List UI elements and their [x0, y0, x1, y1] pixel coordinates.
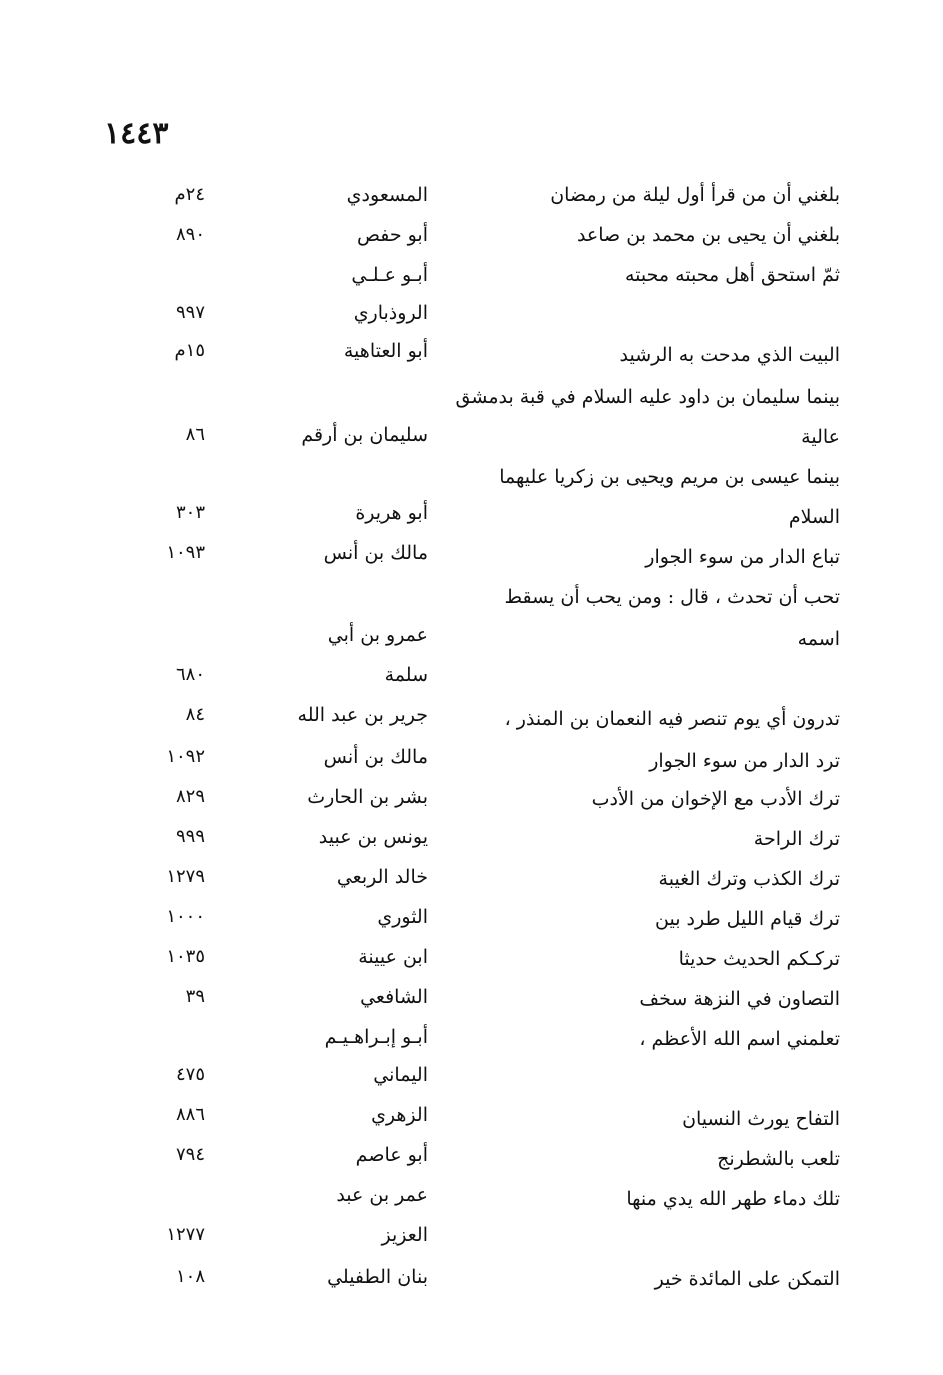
entry-title: التصاون في النزهة سخف	[639, 988, 840, 1010]
entry-title: تباع الدار من سوء الجوار	[645, 546, 840, 568]
entry-number: ١٠٣٥	[166, 946, 205, 967]
entry-author: بنان الطفيلي	[327, 1266, 428, 1288]
entry-author: مالك بن أنس	[323, 542, 428, 564]
page-number: ١٤٤٣	[104, 116, 169, 151]
entry-author: سليمان بن أرقم	[301, 424, 428, 446]
entry-title: السلام	[788, 506, 840, 528]
entry-title: عالية	[801, 426, 840, 448]
entry-number: ١٠٠٠	[166, 906, 205, 927]
entry-author: سلمة	[384, 664, 428, 686]
entry-title: تلعب بالشطرنج	[717, 1148, 840, 1170]
entry-author: عمر بن عبد	[336, 1184, 428, 1206]
entry-author: أبـو عـلـي	[351, 264, 428, 286]
entry-number: ١٥م	[174, 340, 205, 361]
entry-author: أبـو إبـراهـيـم	[324, 1026, 428, 1048]
entry-author: خالد الربعي	[336, 866, 428, 888]
entry-title: اسمه	[797, 628, 840, 650]
entry-number: ٨٩٠	[175, 224, 205, 245]
entry-number: ١٠٩٣	[166, 542, 205, 563]
entry-author: أبو هريرة	[355, 502, 428, 524]
entry-number: ٨٢٩	[175, 786, 205, 807]
entry-number: ٦٨٠	[175, 664, 205, 685]
entry-author: مالك بن أنس	[323, 746, 428, 768]
entry-title: بلغني أن من قرأ أول ليلة من رمضان	[550, 184, 840, 206]
entry-author: الزهري	[371, 1104, 428, 1126]
entry-number: ٣٠٣	[175, 502, 205, 523]
entry-number: ١٢٧٩	[166, 866, 205, 887]
entry-title: بينما عيسى بن مريم ويحيى بن زكريا عليهما	[499, 466, 840, 488]
entry-number: ٨٤	[185, 704, 205, 725]
entry-title: تركـكم الحديث حديثا	[678, 948, 840, 970]
entry-author: يونس بن عبيد	[318, 826, 428, 848]
entry-number: ١٠٨	[175, 1266, 205, 1287]
entry-title: ثمّ استحق أهل محبته محبته	[624, 264, 840, 286]
entry-author: عمرو بن أبي	[327, 624, 428, 646]
entry-number: ١٠٩٢	[166, 746, 205, 767]
entry-number: ٩٩٧	[175, 302, 205, 323]
entry-author: أبو حفص	[356, 224, 428, 246]
entry-number: ٤٧٥	[175, 1064, 205, 1085]
entry-author: بشر بن الحارث	[307, 786, 428, 808]
entry-number: ٩٩٩	[175, 826, 205, 847]
entry-author: أبو عاصم	[355, 1144, 428, 1166]
entry-title: بينما سليمان بن داود عليه السلام في قبة بدمشق	[455, 386, 840, 408]
entry-author: أبو العتاهية	[343, 340, 428, 362]
entry-title: ترك قيام الليل طرد بين	[655, 908, 840, 930]
entry-author: العزيز	[381, 1224, 428, 1246]
entry-author: الشافعي	[360, 986, 428, 1008]
entry-number: ٢٤م	[174, 184, 205, 205]
entry-title: تعلمني اسم الله الأعظم ،	[639, 1028, 840, 1050]
entry-title: تحب أن تحدث ، قال : ومن يحب أن يسقط	[504, 586, 840, 608]
entry-title: تدرون أي يوم تنصر فيه النعمان بن المنذر ،	[504, 708, 840, 730]
entry-number: ٧٩٤	[175, 1144, 205, 1165]
entry-number: ١٢٧٧	[166, 1224, 205, 1245]
entry-author: الثوري	[377, 906, 428, 928]
entry-number: ٨٦	[185, 424, 205, 445]
entry-number: ٣٩	[185, 986, 205, 1007]
entry-title: ترك الأدب مع الإخوان من الأدب	[591, 788, 840, 810]
entry-title: بلغني أن يحيى بن محمد بن صاعد	[576, 224, 840, 246]
entry-author: جرير بن عبد الله	[297, 704, 428, 726]
entry-title: ترك الراحة	[753, 828, 840, 850]
entry-author: اليماني	[373, 1064, 428, 1086]
entry-title: التمكن على المائدة خير	[654, 1268, 840, 1290]
entry-title: ترد الدار من سوء الجوار	[649, 750, 840, 772]
entry-title: تلك دماء طهر الله يدي منها	[626, 1188, 840, 1210]
entry-author: الروذباري	[353, 302, 428, 324]
entry-title: البيت الذي مدحت به الرشيد	[619, 344, 840, 366]
entry-author: ابن عيينة	[358, 946, 428, 968]
entry-number: ٨٨٦	[175, 1104, 205, 1125]
entry-author: المسعودي	[346, 184, 428, 206]
entry-title: التفاح يورث النسيان	[682, 1108, 840, 1130]
entry-title: ترك الكذب وترك الغيبة	[658, 868, 840, 890]
